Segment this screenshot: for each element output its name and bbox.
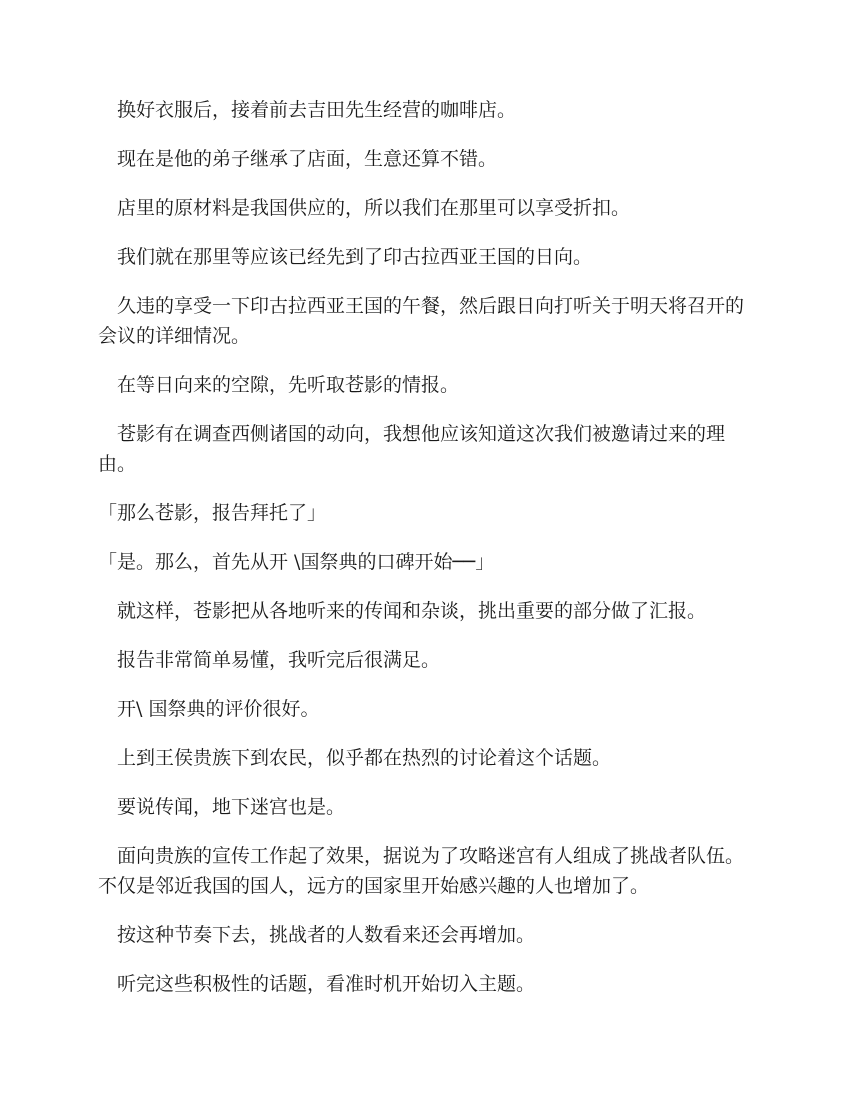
paragraph: 开\ 国祭典的评价很好。 bbox=[117, 698, 320, 720]
paragraph: 按这种节奏下去，挑战者的人数看来还会再增加。 bbox=[117, 924, 536, 946]
dialogue-line: 「那么苍影，报告拜托了」 bbox=[98, 502, 327, 524]
paragraph: 苍影有在调查西侧诸国的动向，我想他应该知道这次我们被邀请过来的理由。 bbox=[98, 423, 726, 475]
paragraph: 我们就在那里等应该已经先到了印古拉西亚王国的日向。 bbox=[117, 246, 593, 268]
paragraph: 久违的享受一下印古拉西亚王国的午餐，然后跟日向打听关于明天将召开的会议的详细情况。 bbox=[98, 295, 745, 347]
paragraph: 要说传闻，地下迷宫也是。 bbox=[117, 796, 346, 818]
dialogue-line: 「是。那么，首先从开 \国祭典的口碑开始──」 bbox=[98, 551, 495, 573]
paragraph: 换好衣服后，接着前去吉田先生经营的咖啡店。 bbox=[117, 99, 517, 121]
paragraph: 就这样，苍影把从各地听来的传闻和杂谈，挑出重要的部分做了汇报。 bbox=[117, 600, 707, 622]
paragraph: 面向贵族的宣传工作起了效果，据说为了攻略迷宫有人组成了挑战者队伍。不仅是邻近我国的国人，远方的国家里开始感兴趣的人也增加了。 bbox=[98, 845, 745, 897]
body-text bbox=[98, 95, 758, 1018]
paragraph: 听完这些积极性的话题，看准时机开始切入主题。 bbox=[117, 973, 536, 995]
paragraph: 上到王侯贵族下到农民，似乎都在热烈的讨论着这个话题。 bbox=[117, 747, 612, 769]
paragraph: 在等日向来的空隙，先听取苍影的情报。 bbox=[117, 374, 460, 396]
paragraph: 报告非常简单易懂，我听完后很满足。 bbox=[117, 649, 441, 671]
paragraph: 现在是他的弟子继承了店面，生意还算不错。 bbox=[117, 148, 498, 170]
paragraph: 店里的原材料是我国供应的，所以我们在那里可以享受折扣。 bbox=[117, 197, 631, 219]
